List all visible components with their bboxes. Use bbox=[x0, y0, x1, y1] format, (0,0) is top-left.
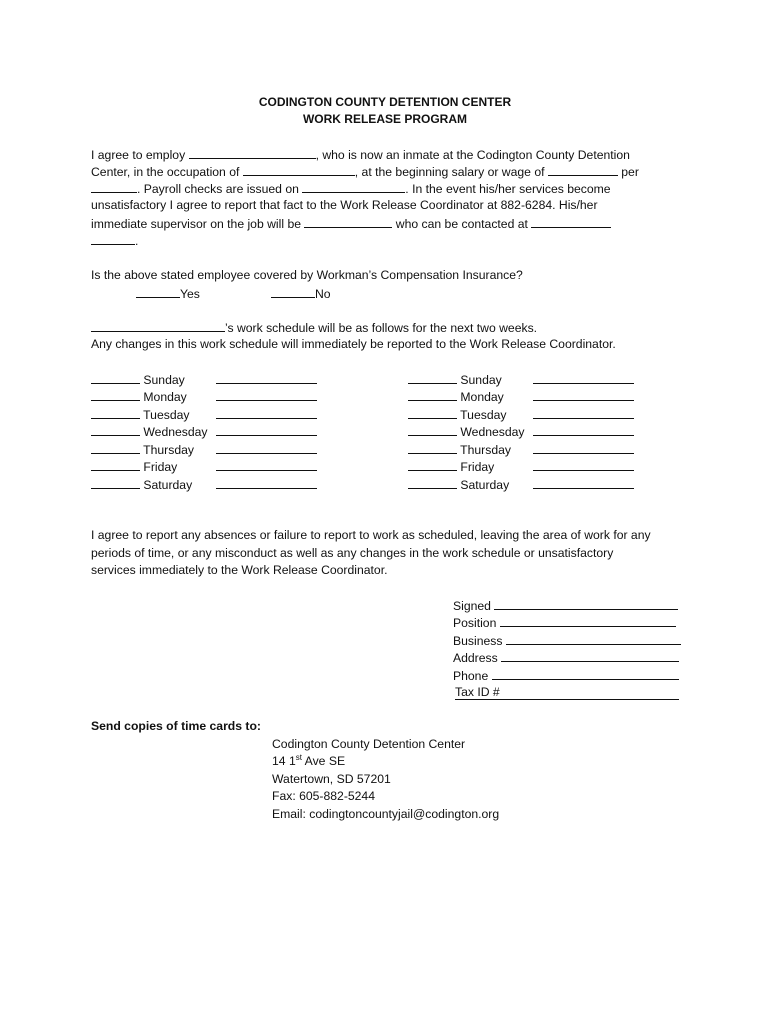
phone-label: Phone bbox=[453, 669, 489, 683]
recipient-name: Codington County Detention Center bbox=[272, 737, 466, 751]
report-agreement-text: periods of time, or any misconduct as well as any changes in the work schedule or unsatisfactory bbox=[91, 546, 614, 560]
day-label: Tuesday bbox=[460, 408, 507, 422]
contact-blank-continued[interactable] bbox=[91, 232, 135, 245]
date-blank[interactable] bbox=[408, 423, 457, 436]
date-blank[interactable] bbox=[91, 371, 140, 384]
day-label: Saturday bbox=[143, 478, 193, 492]
date-blank[interactable] bbox=[408, 441, 457, 454]
hours-blank[interactable] bbox=[533, 458, 634, 471]
signed-blank[interactable] bbox=[494, 597, 678, 610]
yes-label: Yes bbox=[180, 287, 200, 301]
phone-blank[interactable] bbox=[492, 667, 679, 680]
date-blank[interactable] bbox=[91, 458, 140, 471]
schedule-intro-text: ’s work schedule will be as follows for the next two weeks. bbox=[225, 321, 538, 335]
hours-blank[interactable] bbox=[216, 406, 317, 419]
insurance-question: Is the above stated employee covered by Workman’s Compensation Insurance? bbox=[91, 268, 523, 282]
day-label: Thursday bbox=[460, 443, 511, 457]
date-blank[interactable] bbox=[408, 476, 457, 489]
day-label: Thursday bbox=[143, 443, 194, 457]
date-blank[interactable] bbox=[408, 406, 457, 419]
date-blank[interactable] bbox=[408, 458, 457, 471]
agreement-text: . bbox=[135, 234, 139, 248]
hours-blank[interactable] bbox=[216, 441, 317, 454]
hours-blank[interactable] bbox=[216, 371, 317, 384]
date-blank[interactable] bbox=[91, 406, 140, 419]
yes-blank[interactable] bbox=[136, 285, 180, 298]
report-agreement-text: services immediately to the Work Release Coordinator. bbox=[91, 563, 388, 577]
agreement-text: who can be contacted at bbox=[395, 217, 528, 231]
recipient-street: 14 1st Ave SE bbox=[272, 752, 346, 768]
no-label: No bbox=[315, 287, 331, 301]
tax-id-label: Tax ID # bbox=[455, 685, 500, 699]
day-label: Sunday bbox=[460, 373, 502, 387]
agreement-text: unsatisfactory I agree to report that fact to the Work Release Coordinator at 882-6284. His/her bbox=[91, 198, 598, 212]
position-blank[interactable] bbox=[500, 614, 676, 627]
recipient-city: Watertown, SD 57201 bbox=[272, 772, 391, 786]
payroll-date-blank[interactable] bbox=[302, 180, 405, 193]
agreement-text: Center, in the occupation of bbox=[91, 165, 240, 179]
wage-blank[interactable] bbox=[548, 163, 618, 176]
day-label: Sunday bbox=[143, 373, 185, 387]
day-label: Monday bbox=[460, 390, 504, 404]
agreement-text: , who is now an inmate at the Codington County Detention bbox=[315, 148, 630, 162]
business-blank[interactable] bbox=[506, 632, 681, 645]
date-blank[interactable] bbox=[408, 388, 457, 401]
inmate-name-blank[interactable] bbox=[91, 319, 225, 332]
agreement-text: immediate supervisor on the job will be bbox=[91, 217, 301, 231]
report-agreement-text: I agree to report any absences or failure to report to work as scheduled, leaving the area of work for any bbox=[91, 528, 651, 542]
agreement-text: . Payroll checks are issued on bbox=[137, 182, 299, 196]
hours-blank[interactable] bbox=[216, 423, 317, 436]
no-blank[interactable] bbox=[271, 285, 315, 298]
date-blank[interactable] bbox=[91, 441, 140, 454]
day-label: Friday bbox=[143, 460, 178, 474]
business-label: Business bbox=[453, 634, 503, 648]
day-label: Saturday bbox=[460, 478, 510, 492]
address-label: Address bbox=[453, 651, 498, 665]
signed-label: Signed bbox=[453, 599, 491, 613]
form-title: CODINGTON COUNTY DETENTION CENTER bbox=[258, 95, 512, 109]
day-label: Tuesday bbox=[143, 408, 190, 422]
day-label: Wednesday bbox=[460, 425, 525, 439]
hours-blank[interactable] bbox=[533, 371, 634, 384]
agreement-text: I agree to employ bbox=[91, 148, 186, 162]
hours-blank[interactable] bbox=[216, 458, 317, 471]
schedule-intro-text: Any changes in this work schedule will immediately be reported to the Work Release Coordinator. bbox=[91, 337, 616, 351]
hours-blank[interactable] bbox=[533, 406, 634, 419]
hours-blank[interactable] bbox=[216, 476, 317, 489]
day-label: Friday bbox=[460, 460, 495, 474]
position-label: Position bbox=[453, 616, 497, 630]
form-subtitle: WORK RELEASE PROGRAM bbox=[302, 112, 467, 126]
date-blank[interactable] bbox=[91, 423, 140, 436]
hours-blank[interactable] bbox=[533, 423, 634, 436]
recipient-fax: Fax: 605-882-5244 bbox=[272, 789, 375, 803]
supervisor-blank[interactable] bbox=[304, 215, 392, 228]
date-blank[interactable] bbox=[91, 388, 140, 401]
address-blank[interactable] bbox=[501, 649, 679, 662]
employee-name-blank[interactable] bbox=[189, 146, 316, 159]
hours-blank[interactable] bbox=[533, 476, 634, 489]
agreement-text: . In the event his/her services become bbox=[405, 182, 611, 196]
agreement-text: , at the beginning salary or wage of bbox=[354, 165, 545, 179]
occupation-blank[interactable] bbox=[243, 163, 355, 176]
send-copies-label: Send copies of time cards to: bbox=[91, 719, 261, 733]
date-blank[interactable] bbox=[91, 476, 140, 489]
day-label: Monday bbox=[143, 390, 187, 404]
contact-blank[interactable] bbox=[531, 215, 611, 228]
hours-blank[interactable] bbox=[216, 388, 317, 401]
agreement-text: per bbox=[621, 165, 639, 179]
hours-blank[interactable] bbox=[533, 441, 634, 454]
hours-blank[interactable] bbox=[533, 388, 634, 401]
recipient-email[interactable]: Email: codingtoncountyjail@codington.org bbox=[272, 807, 500, 821]
wage-period-blank[interactable] bbox=[91, 180, 137, 193]
day-label: Wednesday bbox=[143, 425, 208, 439]
date-blank[interactable] bbox=[408, 371, 457, 384]
